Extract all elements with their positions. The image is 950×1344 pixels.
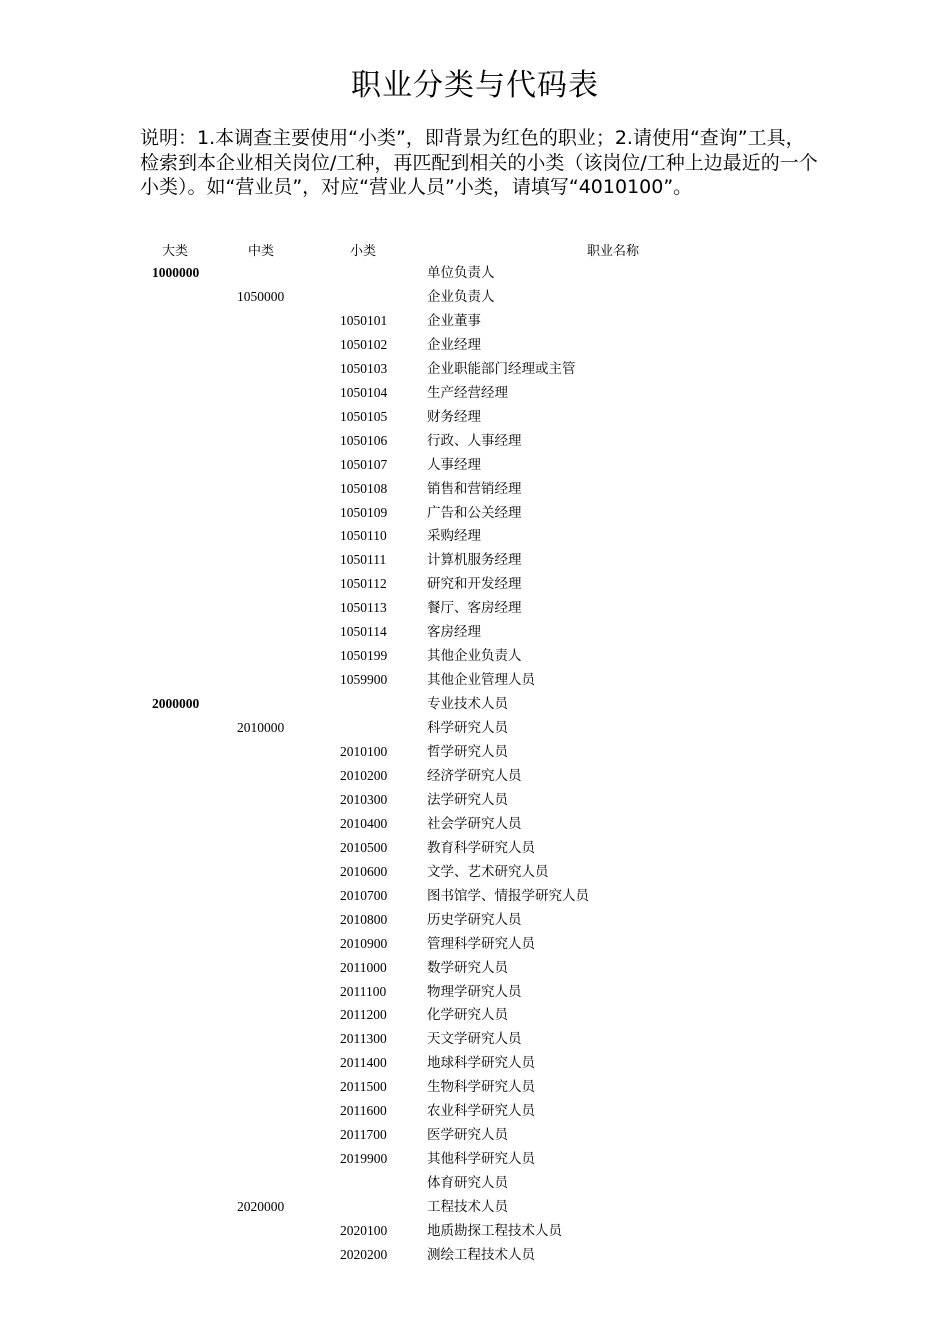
code-xiao: 2020100 xyxy=(340,1223,388,1238)
occupation-name: 其他企业管理人员 xyxy=(427,672,535,688)
table-row xyxy=(0,333,950,357)
occupation-name: 地质勘探工程技术人员 xyxy=(427,1223,562,1238)
occupation-name: 管理科学研究人员 xyxy=(427,935,535,951)
table-row xyxy=(0,1171,950,1195)
code-da: 1000000 xyxy=(152,265,200,280)
occupation-name: 经济学研究人员 xyxy=(427,767,522,783)
occupation-name: 测绘工程技术人员 xyxy=(427,1246,535,1262)
table-row xyxy=(0,1123,950,1147)
table-row xyxy=(0,956,950,980)
occupation-name: 采购经理 xyxy=(427,528,481,544)
occupation-name: 图书馆学、情报学研究人员 xyxy=(427,887,589,903)
table-row xyxy=(0,908,950,932)
code-xiao: 1050101 xyxy=(340,312,388,328)
table-row xyxy=(0,572,950,596)
code-xiao: 1050114 xyxy=(340,624,387,640)
table-row xyxy=(0,1219,950,1243)
header-zhong: 中类 xyxy=(248,244,275,259)
occupation-name: 企业职能部门经理或主管 xyxy=(427,360,576,376)
code-xiao: 1050111 xyxy=(340,552,387,568)
occupation-name: 单位负责人 xyxy=(427,265,495,280)
code-xiao: 2010200 xyxy=(340,767,388,783)
occupation-name: 企业负责人 xyxy=(427,288,495,304)
table-row xyxy=(0,261,950,285)
table-row xyxy=(0,1195,950,1219)
table-row xyxy=(0,381,950,405)
code-xiao: 2020200 xyxy=(340,1246,388,1262)
occupation-name: 医学研究人员 xyxy=(427,1127,508,1143)
table-row xyxy=(0,716,950,740)
code-xiao: 2010500 xyxy=(340,839,388,855)
table-row xyxy=(0,836,950,860)
code-xiao: 2011400 xyxy=(340,1055,387,1071)
table-row xyxy=(0,1243,950,1267)
table-row xyxy=(0,644,950,668)
page-title: 职业分类与代码表 xyxy=(351,68,599,103)
occupation-name: 生产经营经理 xyxy=(427,384,508,400)
table-row xyxy=(0,429,950,453)
occupation-name: 哲学研究人员 xyxy=(427,744,508,759)
table-row xyxy=(0,620,950,644)
occupation-name: 体育研究人员 xyxy=(427,1175,508,1191)
occupation-name: 生物科学研究人员 xyxy=(427,1079,535,1095)
table-row xyxy=(0,812,950,836)
occupation-name: 人事经理 xyxy=(427,456,481,472)
code-xiao: 1050102 xyxy=(340,336,388,352)
occupation-name: 化学研究人员 xyxy=(427,1007,508,1023)
occupation-name: 财务经理 xyxy=(427,408,481,424)
table-row xyxy=(0,596,950,620)
code-xiao: 1050106 xyxy=(340,432,388,448)
table-row xyxy=(0,285,950,309)
occupation-name: 地球科学研究人员 xyxy=(427,1055,535,1071)
occupation-name: 餐厅、客房经理 xyxy=(427,600,522,616)
occupation-name: 农业科学研究人员 xyxy=(427,1103,535,1119)
occupation-name: 企业经理 xyxy=(427,336,481,352)
occupation-name: 其他科学研究人员 xyxy=(427,1151,535,1167)
table-row xyxy=(0,309,950,333)
table-row xyxy=(0,764,950,788)
occupation-name: 历史学研究人员 xyxy=(427,911,522,927)
table-row xyxy=(0,453,950,477)
table-row xyxy=(0,740,950,764)
table-row xyxy=(0,524,950,548)
table-row xyxy=(0,405,950,429)
occupation-name: 教育科学研究人员 xyxy=(427,839,535,855)
occupation-name: 天文学研究人员 xyxy=(427,1031,522,1047)
table-row xyxy=(0,980,950,1004)
code-xiao: 2010900 xyxy=(340,935,388,951)
code-zhong: 2020000 xyxy=(237,1199,285,1215)
code-zhong: 1050000 xyxy=(237,288,285,304)
table-row xyxy=(0,884,950,908)
code-xiao: 2011100 xyxy=(340,983,387,999)
code-xiao: 1050112 xyxy=(340,576,387,592)
occupation-name: 科学研究人员 xyxy=(427,720,508,736)
code-xiao: 2019900 xyxy=(340,1151,388,1167)
table-row xyxy=(0,501,950,525)
code-xiao: 2010400 xyxy=(340,815,388,831)
code-xiao: 2011200 xyxy=(340,1007,387,1023)
table-row xyxy=(0,548,950,572)
code-da: 2000000 xyxy=(152,696,200,712)
table-row xyxy=(0,1147,950,1171)
table-row xyxy=(0,932,950,956)
occupation-name: 行政、人事经理 xyxy=(427,432,522,448)
header-xiao: 小类 xyxy=(350,244,377,259)
code-xiao: 2010700 xyxy=(340,887,388,903)
code-xiao: 2010100 xyxy=(340,744,388,759)
header-name: 职业名称 xyxy=(587,244,640,259)
code-xiao: 1050103 xyxy=(340,360,388,376)
table-row xyxy=(0,1075,950,1099)
code-xiao: 1050109 xyxy=(340,504,388,520)
table-row xyxy=(0,668,950,692)
code-xiao: 1050199 xyxy=(340,648,388,664)
code-xiao: 2011300 xyxy=(340,1031,387,1047)
code-xiao: 2011000 xyxy=(340,959,387,975)
table-row xyxy=(0,1003,950,1027)
code-xiao: 1050105 xyxy=(340,408,388,424)
code-xiao: 2011500 xyxy=(340,1079,387,1095)
code-xiao: 1050110 xyxy=(340,528,387,544)
occupation-name: 物理学研究人员 xyxy=(427,983,522,999)
table-row xyxy=(0,1051,950,1075)
code-xiao: 2010300 xyxy=(340,791,388,807)
code-xiao: 2010800 xyxy=(340,911,388,927)
occupation-name: 其他企业负责人 xyxy=(427,648,522,664)
header-da: 大类 xyxy=(162,244,189,259)
table-row xyxy=(0,1027,950,1051)
occupation-name: 研究和开发经理 xyxy=(427,576,522,592)
occupation-name: 计算机服务经理 xyxy=(427,552,522,568)
table-row xyxy=(0,692,950,716)
occupation-name: 企业董事 xyxy=(427,312,481,328)
occupation-name: 社会学研究人员 xyxy=(427,815,522,831)
occupation-name: 销售和营销经理 xyxy=(427,480,522,496)
code-xiao: 1050104 xyxy=(340,384,388,400)
code-xiao: 1050108 xyxy=(340,480,388,496)
table-row xyxy=(0,477,950,501)
code-xiao: 1050107 xyxy=(340,456,388,472)
table-row xyxy=(0,788,950,812)
code-xiao: 1059900 xyxy=(340,672,388,688)
occupation-name: 工程技术人员 xyxy=(427,1199,508,1215)
occupation-name: 数学研究人员 xyxy=(427,959,508,975)
table-row xyxy=(0,1099,950,1123)
occupation-name: 广告和公关经理 xyxy=(427,504,522,520)
code-xiao: 2011700 xyxy=(340,1127,387,1143)
code-xiao: 1050113 xyxy=(340,600,387,616)
table-row xyxy=(0,860,950,884)
table-row xyxy=(0,357,950,381)
occupation-name: 文学、艺术研究人员 xyxy=(427,863,549,879)
code-xiao: 2010600 xyxy=(340,863,388,879)
instruction-note: 说明：1.本调查主要使用“小类”，即背景为红色的职业；2.请使用“查询”工具，检索到本企业相关岗位/工种，再匹配到相关的小类（该岗位/工种上边最近的一个小类）。如“营业员”，对应“营业人员”小类，请填写“4010100”。 xyxy=(140,127,818,198)
code-zhong: 2010000 xyxy=(237,720,285,736)
occupation-name: 客房经理 xyxy=(427,624,481,640)
occupation-name: 专业技术人员 xyxy=(427,696,508,712)
occupation-name: 法学研究人员 xyxy=(427,791,508,807)
code-xiao: 2011600 xyxy=(340,1103,387,1119)
